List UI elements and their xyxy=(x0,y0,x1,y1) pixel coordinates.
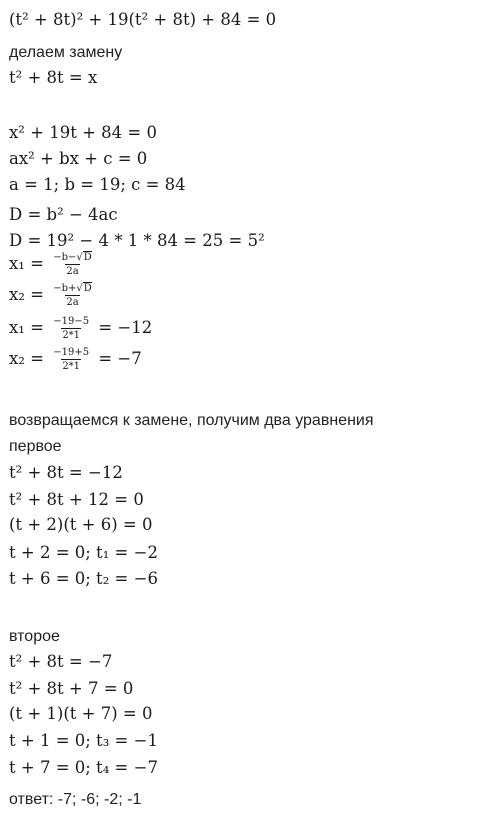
root2-value-denominator: 2*1 xyxy=(62,361,81,372)
root2-formula-denominator: 2a xyxy=(66,297,79,308)
root1-value-fraction xyxy=(52,316,90,341)
root2-value xyxy=(9,347,142,372)
sqrt-sign: √ xyxy=(76,283,83,294)
root2-value-lhs: x₂ = xyxy=(9,349,44,368)
root1-formula xyxy=(9,252,96,277)
root2-value-numerator: −19+5 xyxy=(53,347,90,358)
second-step: t + 1 = 0; t₃ = −1 xyxy=(9,731,158,750)
sqrt-sign: √ xyxy=(76,252,83,263)
back-substitution-label: возвращаемся к замене, получим два уравнения xyxy=(9,412,374,429)
root1-formula-denominator: 2a xyxy=(66,266,79,277)
discriminant-formula: D = b² − 4ac xyxy=(9,205,118,224)
quadratic-equation: x² + 19t + 84 = 0 xyxy=(9,123,157,142)
second-case-label: второе xyxy=(9,628,60,645)
first-step: t + 2 = 0; t₁ = −2 xyxy=(9,543,158,562)
root2-formula-fraction xyxy=(52,283,93,308)
root2-value-fraction xyxy=(52,347,90,372)
root2-formula-lhs: x₂ = xyxy=(9,285,44,304)
root1-value-result: = −12 xyxy=(98,318,153,337)
first-step: t² + 8t = −12 xyxy=(9,463,123,482)
root1-formula-fraction xyxy=(52,252,93,277)
root2-formula-radicand: D xyxy=(83,283,92,294)
first-step: t + 6 = 0; t₂ = −6 xyxy=(9,569,158,588)
root2-formula-numerator: −b+ xyxy=(53,283,77,294)
second-step: t + 7 = 0; t₄ = −7 xyxy=(9,758,158,777)
second-step: t² + 8t = −7 xyxy=(9,652,113,671)
substitution-label: делаем замену xyxy=(9,44,123,61)
root1-formula-radicand: D xyxy=(83,252,92,263)
first-case-label: первое xyxy=(9,438,62,455)
second-step: t² + 8t + 7 = 0 xyxy=(9,679,134,698)
coefficients: a = 1; b = 19; c = 84 xyxy=(9,175,186,194)
root2-value-result: = −7 xyxy=(98,349,142,368)
root1-formula-lhs: x₁ = xyxy=(9,254,44,273)
substitution-equation: t² + 8t = x xyxy=(9,68,98,87)
root2-formula xyxy=(9,283,96,308)
root1-value-numerator: −19−5 xyxy=(53,316,90,327)
root1-value-lhs: x₁ = xyxy=(9,318,44,337)
root1-value xyxy=(9,316,152,341)
root1-formula-numerator: −b− xyxy=(53,252,77,263)
first-step: t² + 8t + 12 = 0 xyxy=(9,490,144,509)
root1-value-denominator: 2*1 xyxy=(62,330,81,341)
answer: ответ: -7; -6; -2; -1 xyxy=(9,791,142,808)
original-equation: (t² + 8t)² + 19(t² + 8t) + 84 = 0 xyxy=(9,10,277,29)
general-form: ax² + bx + c = 0 xyxy=(9,149,148,168)
first-step: (t + 2)(t + 6) = 0 xyxy=(9,515,153,534)
second-step: (t + 1)(t + 7) = 0 xyxy=(9,704,153,723)
discriminant-value: D = 19² − 4 * 1 * 84 = 25 = 5² xyxy=(9,231,265,250)
